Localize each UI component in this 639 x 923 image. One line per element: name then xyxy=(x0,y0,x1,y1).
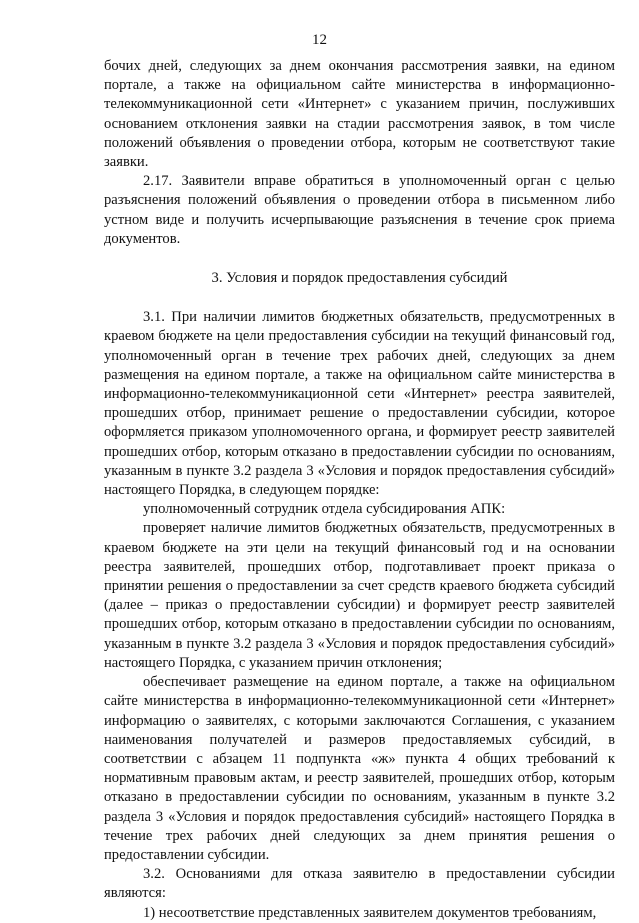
document-body xyxy=(104,57,615,923)
paragraph-ensures-publication: обеспечивает размещение на едином портале, а также на официальном сайте министерства в информационно-телекоммуникационной сети «Интернет» информацию о заявителях, с которыми заключаются Соглашения, с указанием наименования получателей и размеров предоставляемых субсидий, в соответствии с абзацем 11 подпункта «ж» пункта 4 общих требований к нормативным правовым актам, и реестр заявителей, прошедших отбор, которым отказано в предоставлении субсидии по основаниям, указанным в пункте 3.2 раздела 3 «Условия и порядок предоставления субсидий» настоящего Порядка в течение трех рабочих дней следующих за днем принятия решения о предоставлении субсидии. xyxy=(104,674,615,863)
paragraph-3-1: 3.1. При наличии лимитов бюджетных обязательств, предусмотренных в краевом бюджете на цели предоставления субсидии на текущий финансовый год, уполномоченный орган в течение трех рабочих дней, следующих за днем размещения на едином портале, а также на официальном сайте министерства в информационно-телекоммуникационной сети «Интернет» реестра заявителей, прошедших отбор, принимает решение о предоставлении субсидии, которое оформляется приказом уполномоченного органа, и формирует реестр заявителей прошедших отбор, которым отказано в предоставлении субсидии по основаниям, указанным в пункте 3.2 раздела 3 «Условия и порядок предоставления субсидий» настоящего Порядка, в следующем порядке: xyxy=(104,309,615,499)
paragraph-continuation: бочих дней, следующих за днем окончания рассмотрения заявки, на едином портале, а также на официальном сайте министерства в информационно-телекоммуникационной сети «Интернет» с указанием причин, послуживших основанием отклонения заявки на стадии рассмотрения заявок, в том числе положений объявления о проведении отбора, которым не соответствуют такие заявки. xyxy=(104,58,615,171)
paragraph-checks-limits: проверяет наличие лимитов бюджетных обязательств, предусмотренных в краевом бюджете на эти цели на текущий финансовый год и на основании реестра заявителей, прошедших отбор, подготавливает проект приказа о принятии решения о предоставлении за счет средств краевого бюджета субсидий (далее – приказ о предоставлении субсидии) и формирует реестр заявителей прошедших отбор, которым отказано в предоставлении субсидии по основаниям, указанным в пункте 3.2 раздела 3 «Условия и порядок предоставления субсидий» настоящего Порядка, с указанием причин отклонения; xyxy=(104,520,615,671)
section-heading: 3. Условия и порядок предоставления субсидий xyxy=(211,270,508,287)
page-number: 12 xyxy=(312,32,327,48)
paragraph-3-2: 3.2. Основаниями для отказа заявителю в предоставлении субсидии являются: xyxy=(104,866,615,902)
paragraph-2-17: 2.17. Заявители вправе обратиться в уполномоченный орган с целью разъяснения положений объявления о проведении отбора в письменном либо устном виде и получить исчерпывающие разъяснения в течение срок приема документов. xyxy=(104,173,615,247)
paragraph-authorized-employee: уполномоченный сотрудник отдела субсидирования АПК: xyxy=(143,501,506,518)
paragraph-list-item-1: 1) несоответствие представленных заявителем документов требованиям, xyxy=(143,904,597,921)
